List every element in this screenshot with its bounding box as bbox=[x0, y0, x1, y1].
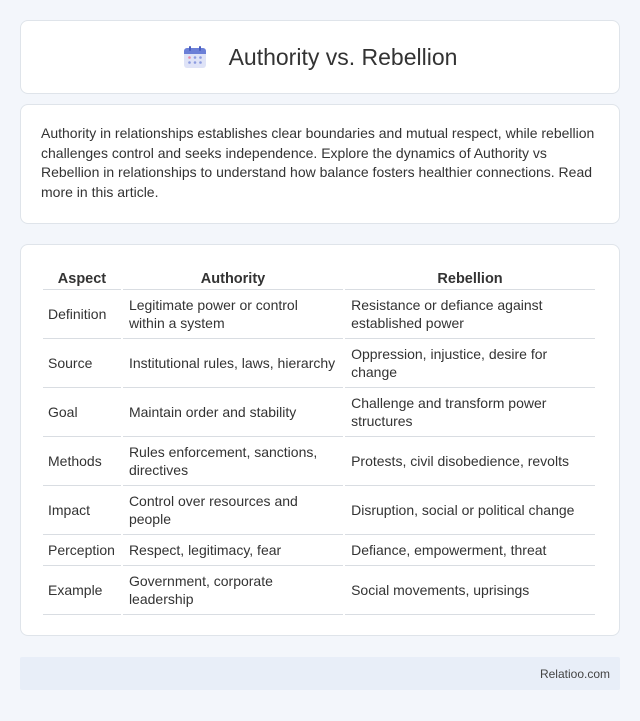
cell-rebellion: Resistance or defiance against established power bbox=[345, 290, 595, 339]
table-row bbox=[43, 290, 595, 339]
cell-authority: Rules enforcement, sanctions, directives bbox=[123, 437, 343, 486]
intro-text: Authority in relationships establishes clear boundaries and mutual respect, while rebellion challenges control and seeks independence. Explore the dynamics of Authority vs Rebellion in relationships to understand how balance fosters healthier connections. Read more in this article. bbox=[41, 125, 595, 200]
cell-authority: Government, corporate leadership bbox=[123, 566, 343, 615]
table-header-row bbox=[43, 265, 595, 290]
header-aspect: Aspect bbox=[43, 265, 121, 290]
cell-aspect: Example bbox=[43, 566, 121, 615]
cell-rebellion: Disruption, social or political change bbox=[345, 486, 595, 535]
cell-rebellion: Oppression, injustice, desire for change bbox=[345, 339, 595, 388]
comparison-table-card bbox=[20, 244, 620, 636]
cell-aspect: Goal bbox=[43, 388, 121, 437]
table-row bbox=[43, 566, 595, 615]
cell-aspect: Perception bbox=[43, 535, 121, 566]
cell-aspect: Definition bbox=[43, 290, 121, 339]
cell-aspect: Methods bbox=[43, 437, 121, 486]
table-row bbox=[43, 486, 595, 535]
cell-authority: Maintain order and stability bbox=[123, 388, 343, 437]
cell-authority: Respect, legitimacy, fear bbox=[123, 535, 343, 566]
cell-rebellion: Social movements, uprisings bbox=[345, 566, 595, 615]
cell-aspect: Source bbox=[43, 339, 121, 388]
page-title: Authority vs. Rebellion bbox=[228, 43, 458, 70]
footer-site-link[interactable]: Relatioo.com bbox=[539, 666, 610, 681]
header-rebellion: Rebellion bbox=[345, 265, 595, 290]
table-row bbox=[43, 339, 595, 388]
cell-authority: Institutional rules, laws, hierarchy bbox=[123, 339, 343, 388]
intro-card bbox=[20, 104, 620, 224]
cell-authority: Legitimate power or control within a system bbox=[123, 290, 343, 339]
cell-rebellion: Protests, civil disobedience, revolts bbox=[345, 437, 595, 486]
calendar-icon bbox=[183, 45, 207, 69]
cell-rebellion: Defiance, empowerment, threat bbox=[345, 535, 595, 566]
footer bbox=[20, 657, 620, 690]
comparison-table bbox=[41, 265, 597, 615]
header-authority: Authority bbox=[123, 265, 343, 290]
title-card bbox=[20, 20, 620, 94]
cell-authority: Control over resources and people bbox=[123, 486, 343, 535]
cell-aspect: Impact bbox=[43, 486, 121, 535]
table-row bbox=[43, 388, 595, 437]
cell-rebellion: Challenge and transform power structures bbox=[345, 388, 595, 437]
table-row bbox=[43, 437, 595, 486]
table-row bbox=[43, 535, 595, 566]
title-wrap bbox=[183, 44, 458, 71]
